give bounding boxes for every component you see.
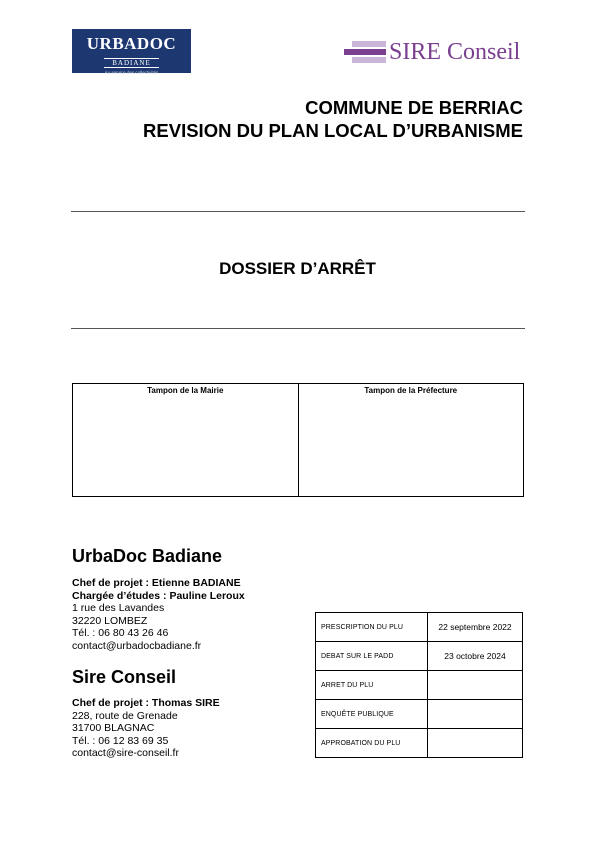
- sire-conseil-logo: [344, 38, 529, 66]
- sire-address2: 31700 BLAGNAC: [72, 722, 155, 734]
- procedure-date: [428, 729, 523, 758]
- urbadoc-email: contact@urbadocbadiane.fr: [72, 639, 202, 652]
- procedure-table: [315, 612, 523, 758]
- stamps-box: [72, 383, 524, 497]
- procedure-label: APPROBATION DU PLU: [316, 729, 428, 758]
- project-title: REVISION DU PLAN LOCAL D’URBANISME: [143, 120, 523, 141]
- urbadoc-chef: Chef de projet : Etienne BADIANE: [72, 577, 241, 589]
- divider-top: [71, 211, 525, 212]
- sire-chef: Chef de projet : Thomas SIRE: [72, 697, 220, 709]
- document-type-title: DOSSIER D’ARRÊT: [219, 259, 376, 278]
- urbadoc-name: UrbaDoc Badiane: [72, 546, 223, 566]
- urbadoc-chargee: Chargée d’études : Pauline Leroux: [72, 589, 245, 602]
- sire-logo-bars-icon: [344, 41, 386, 63]
- procedure-date: [428, 700, 523, 729]
- procedure-date: [428, 671, 523, 700]
- sire-contact-block: [72, 697, 220, 760]
- urbadoc-address2: 32220 LOMBEZ: [72, 614, 148, 627]
- table-row: [316, 613, 523, 642]
- urbadoc-address1: 1 rue des Lavandes: [72, 602, 165, 614]
- urbadoc-contact-block: [72, 577, 245, 652]
- commune-title: COMMUNE DE BERRIAC: [305, 97, 523, 118]
- sire-logo-text: SIRE Conseil: [389, 39, 521, 65]
- sire-phone: Tél. : 06 12 83 69 35: [72, 734, 169, 747]
- table-row: [316, 642, 523, 671]
- stamp-prefecture: Tampon de la Préfecture: [298, 384, 524, 496]
- sire-address1: 228, route de Grenade: [72, 709, 178, 722]
- procedure-label: ARRET DU PLU: [316, 671, 428, 700]
- urbadoc-phone: Tél. : 06 80 43 26 46: [72, 627, 169, 639]
- procedure-label: DEBAT SUR LE PADD: [316, 642, 428, 671]
- procedure-date: 22 septembre 2022: [428, 613, 523, 642]
- procedure-date: 23 octobre 2024: [428, 642, 523, 671]
- sire-name: Sire Conseil: [72, 667, 177, 687]
- table-row: [316, 729, 523, 758]
- urbadoc-logo-main: URBADOC: [86, 34, 177, 53]
- procedure-label: ENQUÊTE PUBLIQUE: [316, 700, 428, 729]
- table-row: [316, 700, 523, 729]
- table-row: [316, 671, 523, 700]
- urbadoc-logo-sub: BADIANE: [104, 58, 159, 68]
- stamp-mairie: Tampon de la Mairie: [147, 386, 224, 395]
- sire-email: contact@sire-conseil.fr: [72, 747, 179, 759]
- urbadoc-logo-tagline: Au service des collectivités: [104, 70, 159, 75]
- urbadoc-logo: [72, 29, 191, 73]
- procedure-label: PRESCRIPTION DU PLU: [316, 613, 428, 642]
- divider-bottom: [71, 328, 525, 329]
